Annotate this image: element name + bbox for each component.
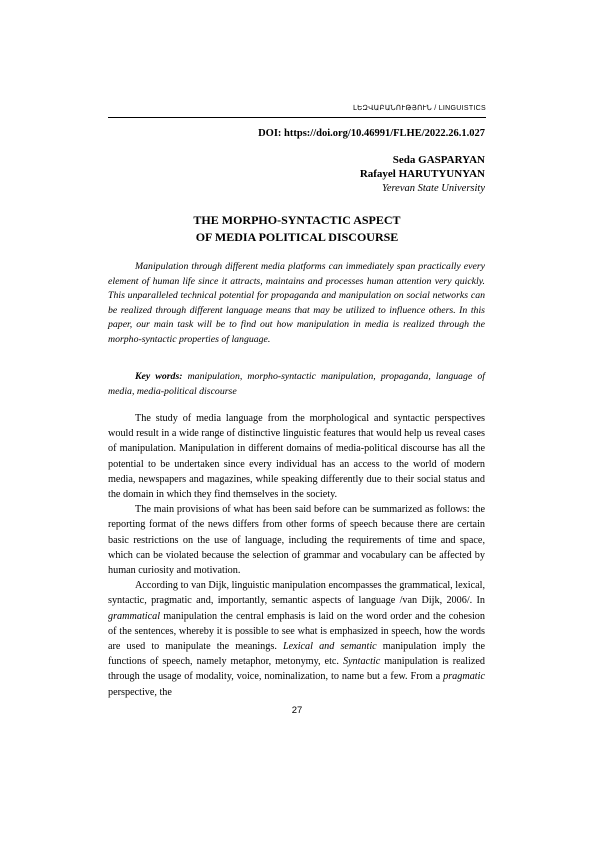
header-rule [108, 117, 486, 118]
text-run: perspective, the [108, 686, 172, 698]
emphasis-term: Syntactic [342, 656, 381, 668]
body-paragraph: The main provisions of what has been said before can be summarized as follows: the reporting format of the news differs from other forms of speech because there are certain basic restrictions on the use of language, including the requirements of time and space, which can be violated because the selection of grammar and vocabulary can be affected by human curiosity and motivation. [108, 504, 485, 577]
keywords-text: manipulation, morpho-syntactic manipulation, propaganda, language of media, media-political discourse [108, 371, 485, 397]
body-text [108, 411, 485, 700]
abstract: Manipulation through different media platforms can immediately span practically every element of human life since it attracts, maintains and processes human attention very quickly. This unparalleled technical potential for propaganda and manipulation on social networks can be realized through different language means that may be utilized to influence others. In this paper, our main task will be to find out how manipulation in media is realized through the morpho-syntactic properties of language. [108, 261, 485, 345]
body-paragraph: The study of media language from the morphological and syntactic perspectives would result in a wide range of distinctive linguistic features that would help us reveal cases of manipulation. Manipulation in different domains of media-political discourse has all the potential to be undertaken since every individual has an access to the world of modern media, newspapers and magazines, while speaking differently due to their social status and the domain in which they find themselves in the society. [108, 413, 485, 501]
journal-section-label: ԼԵԶՎԱԲԱՆՈՒԹՅՈՒՆ / LINGUISTICS [353, 105, 486, 112]
paper-title-line: THE MORPHO-SYNTACTIC ASPECT [193, 213, 401, 227]
author-affiliation: Yerevan State University [381, 183, 485, 194]
page-number: 27 [291, 705, 303, 716]
body-paragraph [108, 578, 485, 700]
paper-title-line: OF MEDIA POLITICAL DISCOURSE [195, 230, 399, 244]
author-name: Seda GASPARYAN [392, 154, 485, 166]
text-run: According to van Dijk, linguistic manipulation encompasses the grammatical, lexical, syntactic, pragmatic and, importantly, semantic aspects of language /van Dijk, 2006/. In [108, 580, 485, 607]
text-run: manipulation the central emphasis is laid on the word order and the cohesion of the sentences, whereby it is possible to see what is emphasized in speech, how the words are used to manipulate the meanings. [108, 610, 485, 653]
emphasis-term: pragmatic [443, 671, 485, 683]
author-name: Rafayel HARUTYUNYAN [359, 168, 485, 180]
text-run: manipulation is realized through the usage of modality, voice, nominalization, to name but a few. From a [108, 656, 485, 683]
text-run: manipulation imply the functions of speech, namely metaphor, metonymy, etc. [108, 641, 485, 668]
keywords [108, 370, 485, 399]
doi-line: DOI: https://doi.org/10.46991/FLHE/2022.26.1.027 [258, 128, 485, 139]
emphasis-term: grammatical [108, 610, 161, 622]
emphasis-term: Lexical and semantic [282, 641, 377, 653]
keywords-label: Key words: [135, 371, 183, 382]
